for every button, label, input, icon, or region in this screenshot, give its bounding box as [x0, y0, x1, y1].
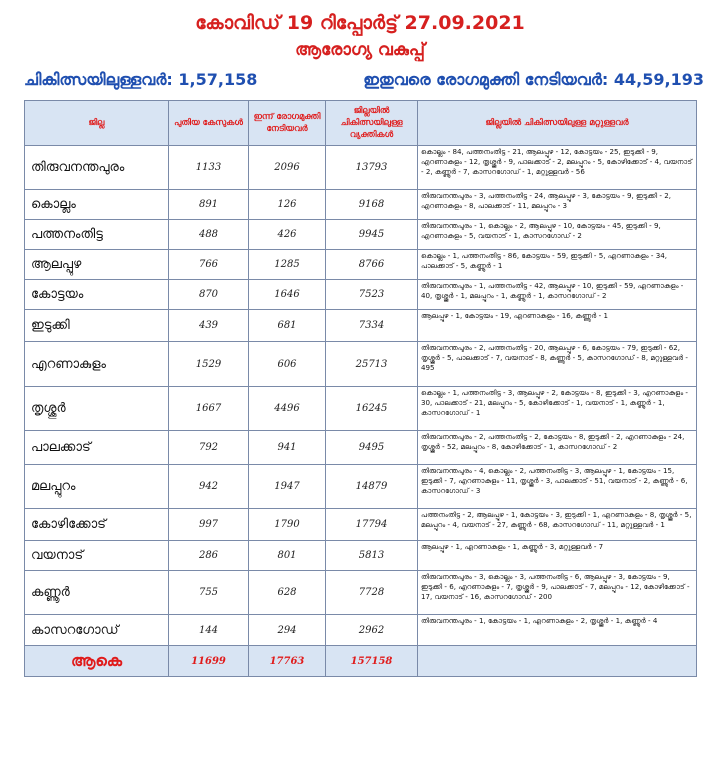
active-cases-cell: 7523 [326, 280, 418, 310]
recovered-cell: 1285 [249, 250, 326, 280]
district-name: കൊല്ലം [25, 190, 169, 220]
district-name: ഇടുക്കി [25, 310, 169, 342]
table-header-row [25, 101, 697, 146]
others-cell: തിരുവനന്തപുരം - 1, കോട്ടയം - 1, എറണാകുളം - 2, തൃശ്ശൂർ - 1, കണ്ണൂർ - 4 [418, 615, 697, 646]
recovered-cell: 426 [249, 220, 326, 250]
column-header-recovered: ഇന്ന് രോഗമുക്തി നേടിയവർ [249, 101, 326, 146]
new-cases-cell: 286 [169, 541, 249, 571]
district-name: പാലക്കാട് [25, 431, 169, 465]
column-header-new-cases: പുതിയ കേസുകൾ [169, 101, 249, 146]
new-cases-cell: 488 [169, 220, 249, 250]
under-treatment-value: 1,57,158 [178, 70, 258, 89]
table-row [25, 146, 697, 190]
under-treatment-summary [24, 70, 257, 90]
district-name: കാസറഗോഡ് [25, 615, 169, 646]
table-row [25, 310, 697, 342]
recovered-cell: 606 [249, 342, 326, 387]
table-row [25, 220, 697, 250]
district-name: പത്തനംതിട്ട [25, 220, 169, 250]
new-cases-cell: 144 [169, 615, 249, 646]
new-cases-cell: 1529 [169, 342, 249, 387]
table-row [25, 342, 697, 387]
others-cell: പത്തനംതിട്ട - 2, ആലപ്പുഴ - 1, കോട്ടയം - 3, ഇടുക്കി - 1, എറണാകുളം - 8, തൃശ്ശൂർ - 5, മലപ്പുറം - 4, വയനാട് - 27, കണ്ണൂർ - 68, കാസറഗോഡ് - 11, മറ്റുള്ളവർ - 1 [418, 509, 697, 541]
others-cell: തിരുവനന്തപുരം - 3, കൊല്ലം - 3, പത്തനംതിട്ട - 6, ആലപ്പുഴ - 3, കോട്ടയം - 9, ഇടുക്കി - 6, എറണാകുളം - 7, തൃശ്ശൂർ - 9, പാലക്കാട് - 7, മലപ്പുറം - 12, കോഴിക്കോട് - 17, വയനാട് - 16, കാസറഗോഡ് - 200 [418, 571, 697, 615]
recovered-summary [363, 70, 704, 90]
district-name: ആലപ്പുഴ [25, 250, 169, 280]
active-cases-cell: 13793 [326, 146, 418, 190]
district-table [24, 100, 697, 677]
table-row [25, 465, 697, 509]
active-cases-cell: 2962 [326, 615, 418, 646]
active-cases-cell: 7334 [326, 310, 418, 342]
others-cell: തിരുവനന്തപുരം - 2, പത്തനംതിട്ട - 20, ആലപ്പുഴ - 6, കോട്ടയം - 79, ഇടുക്കി - 62, തൃശ്ശൂർ - 5, പാലക്കാട് - 7, വയനാട് - 8, കണ്ണൂർ - 5, കാസറഗോഡ് - 8, മറ്റുള്ളവർ - 495 [418, 342, 697, 387]
active-cases-cell: 9168 [326, 190, 418, 220]
table-row [25, 541, 697, 571]
recovered-cell: 126 [249, 190, 326, 220]
district-name: തിരുവനന്തപുരം [25, 146, 169, 190]
others-cell: തിരുവനന്തപുരം - 3, പത്തനംതിട്ട - 24, ആലപ്പുഴ - 3, കോട്ടയം - 9, ഇടുക്കി - 2, എറണാകുളം - 8, പാലക്കാട് - 11, മലപ്പുറം - 3 [418, 190, 697, 220]
recovered-cell: 1790 [249, 509, 326, 541]
active-cases-cell: 8766 [326, 250, 418, 280]
new-cases-cell: 439 [169, 310, 249, 342]
new-cases-cell: 891 [169, 190, 249, 220]
total-row [25, 646, 697, 677]
active-cases-cell: 25713 [326, 342, 418, 387]
others-cell: കൊല്ലം - 1, പത്തനംതിട്ട - 86, കോട്ടയം - 59, ഇടുക്കി - 5, എറണാകുളം - 34, പാലക്കാട് - 5, കണ്ണൂർ - 1 [418, 250, 697, 280]
others-cell: ആലപ്പുഴ - 1, എറണാകുളം - 1, കണ്ണൂർ - 3, മറ്റുള്ളവർ - 7 [418, 541, 697, 571]
table-row [25, 250, 697, 280]
table-row [25, 190, 697, 220]
others-cell: തിരുവനന്തപുരം - 1, കൊല്ലം - 2, ആലപ്പുഴ - 10, കോട്ടയം - 45, ഇടുക്കി - 9, എറണാകുളം - 5, വയനാട് - 1, കാസറഗോഡ് - 2 [418, 220, 697, 250]
new-cases-cell: 1133 [169, 146, 249, 190]
total-label: ആകെ [25, 646, 169, 677]
active-cases-cell: 16245 [326, 387, 418, 431]
recovered-cell: 2096 [249, 146, 326, 190]
district-name: കണ്ണൂർ [25, 571, 169, 615]
others-cell: തിരുവനന്തപുരം - 2, പത്തനംതിട്ട - 2, കോട്ടയം - 8, ഇടുക്കി - 2, എറണാകുളം - 24, തൃശ്ശൂർ - 52, മലപ്പുറം - 8, കോഴിക്കോട് - 1, കാസറഗോഡ് - 2 [418, 431, 697, 465]
recovered-cell: 4496 [249, 387, 326, 431]
recovered-cell: 1947 [249, 465, 326, 509]
column-header-active: ജില്ലയിൽ ചികിത്സയിലുള്ള വ്യക്തികൾ [326, 101, 418, 146]
recovered-cell: 294 [249, 615, 326, 646]
new-cases-cell: 870 [169, 280, 249, 310]
new-cases-cell: 1667 [169, 387, 249, 431]
new-cases-cell: 997 [169, 509, 249, 541]
table-row [25, 509, 697, 541]
recovered-cell: 628 [249, 571, 326, 615]
active-cases-cell: 9945 [326, 220, 418, 250]
district-name: തൃശ്ശൂർ [25, 387, 169, 431]
district-name: കോഴിക്കോട് [25, 509, 169, 541]
department-name: ആരോഗ്യ വകുപ്പ് [295, 40, 425, 60]
others-cell: ആലപ്പുഴ - 1, കോട്ടയം - 19, എറണാകുളം - 16, കണ്ണൂർ - 1 [418, 310, 697, 342]
under-treatment-label: ചികിത്സയിലുള്ളവർ: [24, 70, 173, 89]
column-header-others: ജില്ലയിൽ ചികിത്സയിലുള്ള മറ്റുള്ളവർ [418, 101, 697, 146]
active-cases-cell: 14879 [326, 465, 418, 509]
new-cases-cell: 942 [169, 465, 249, 509]
total-others-empty [418, 646, 697, 677]
active-cases-cell: 5813 [326, 541, 418, 571]
others-cell: തിരുവനന്തപുരം - 4, കൊല്ലം - 2, പത്തനംതിട്ട - 3, ആലപ്പുഴ - 1, കോട്ടയം - 15, ഇടുക്കി - 7, എറണാകുളം - 11, തൃശ്ശൂർ - 3, പാലക്കാട് - 51, വയനാട് - 2, കണ്ണൂർ - 6, കാസറഗോഡ് - 3 [418, 465, 697, 509]
district-name: എറണാകുളം [25, 342, 169, 387]
table-row [25, 387, 697, 431]
recovered-cell: 1646 [249, 280, 326, 310]
table-row [25, 280, 697, 310]
table-row [25, 615, 697, 646]
recovered-label: ഇതുവരെ രോഗമുക്തി നേടിയവർ: [363, 70, 609, 89]
others-cell: കൊല്ലം - 84, പത്തനംതിട്ട - 21, ആലപ്പുഴ - 12, കോട്ടയം - 25, ഇടുക്കി - 9, എറണാകുളം - 12, തൃശ്ശൂർ - 9, പാലക്കാട് - 2, മലപ്പുറം - 5, കോഴിക്കോട് - 4, വയനാട് - 2, കണ്ണൂർ - 7, കാസറഗോഡ് - 1, മറ്റുള്ളവർ - 56 [418, 146, 697, 190]
table-row [25, 431, 697, 465]
new-cases-cell: 792 [169, 431, 249, 465]
active-cases-cell: 17794 [326, 509, 418, 541]
recovered-cell: 681 [249, 310, 326, 342]
total-new-cases: 11699 [169, 646, 249, 677]
active-cases-cell: 7728 [326, 571, 418, 615]
district-name: മലപ്പുറം [25, 465, 169, 509]
active-cases-cell: 9495 [326, 431, 418, 465]
column-header-district: ജില്ല [25, 101, 169, 146]
total-recovered: 17763 [249, 646, 326, 677]
others-cell: തിരുവനന്തപുരം - 1, പത്തനംതിട്ട - 42, ആലപ്പുഴ - 10, ഇടുക്കി - 59, എറണാകുളം - 40, തൃശ്ശൂർ - 1, മലപ്പുറം - 1, കണ്ണൂർ - 1, കാസറഗോഡ് - 2 [418, 280, 697, 310]
district-name: വയനാട് [25, 541, 169, 571]
new-cases-cell: 755 [169, 571, 249, 615]
others-cell: കൊല്ലം - 1, പത്തനംതിട്ട - 3, ആലപ്പുഴ - 2, കോട്ടയം - 8, ഇടുക്കി - 3, എറണാകുളം - 30, പാലക്കാട് - 21, മലപ്പുറം - 5, കോഴിക്കോട് - 1, വയനാട് - 1, കണ്ണൂർ - 1, കാസറഗോഡ് - 1 [418, 387, 697, 431]
total-active: 157158 [326, 646, 418, 677]
recovered-cell: 801 [249, 541, 326, 571]
district-name: കോട്ടയം [25, 280, 169, 310]
recovered-value: 44,59,193 [613, 70, 704, 89]
summary-stats [24, 70, 704, 90]
new-cases-cell: 766 [169, 250, 249, 280]
recovered-cell: 941 [249, 431, 326, 465]
table-row [25, 571, 697, 615]
report-title: കോവിഡ് 19 റിപ്പോർട്ട് 27.09.2021 [195, 12, 525, 34]
